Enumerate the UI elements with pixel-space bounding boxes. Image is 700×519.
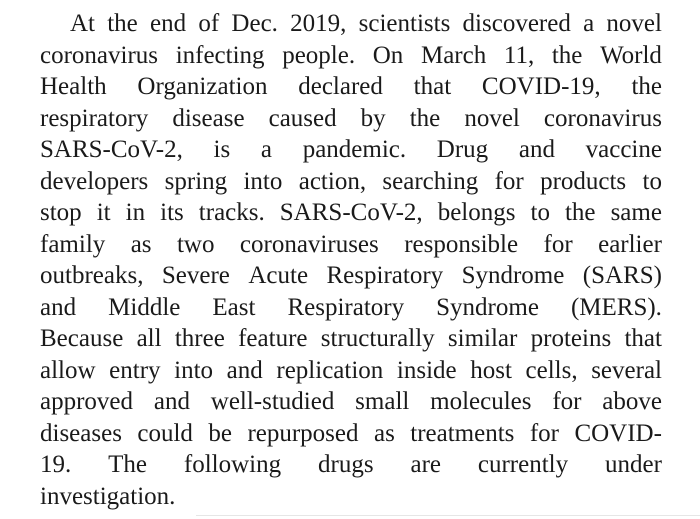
word: The — [108, 451, 148, 478]
word: SARS-CoV-2, — [279, 199, 423, 226]
word: scientists — [358, 10, 451, 37]
word: COVID- — [574, 419, 662, 447]
word: the — [551, 41, 583, 69]
word: following — [183, 451, 282, 478]
word: structurally — [320, 325, 435, 352]
word: infecting — [175, 41, 265, 69]
word: action, — [298, 167, 367, 195]
word: people. — [282, 41, 356, 69]
word: Respiratory — [287, 293, 405, 321]
word: Drug — [436, 136, 489, 163]
word: the — [631, 73, 662, 100]
paragraph-line — [40, 292, 662, 324]
paragraph-line — [40, 260, 662, 292]
word: three — [174, 325, 225, 352]
paragraph-line — [40, 40, 662, 72]
word: disease — [172, 104, 245, 132]
word: Acute — [248, 262, 309, 289]
word: coronavirus — [40, 41, 159, 69]
word: for — [552, 388, 582, 415]
word: well-studied — [210, 388, 335, 415]
word: and — [518, 136, 555, 163]
word: Respiratory — [326, 262, 444, 289]
word: belongs — [437, 199, 516, 226]
word: molecules — [430, 388, 532, 415]
paragraph-line-last: investigation. — [40, 482, 176, 510]
word: allow — [40, 356, 96, 384]
word: small — [355, 388, 410, 415]
word: end — [150, 10, 187, 37]
word: Syndrome — [461, 262, 565, 289]
word: its — [160, 199, 184, 226]
body-paragraph — [40, 8, 662, 512]
paragraph-line — [40, 134, 662, 166]
word: be — [208, 419, 232, 447]
word: family — [40, 230, 106, 258]
word: host — [470, 356, 512, 384]
word: that — [413, 73, 452, 100]
word: diseases — [40, 419, 122, 447]
word: developers — [40, 167, 149, 195]
paragraph-line — [40, 418, 662, 450]
word: responsible — [404, 230, 519, 258]
word: Health — [40, 73, 107, 100]
paragraph-line — [40, 355, 662, 387]
word: searching — [382, 167, 479, 195]
word: inside — [396, 356, 457, 384]
word: to — [530, 199, 550, 226]
word: repurposed — [247, 419, 359, 447]
paragraph-line — [40, 8, 662, 40]
word: coronavirus — [543, 104, 662, 132]
word: products — [540, 167, 627, 195]
word: On — [372, 41, 404, 69]
word: could — [137, 419, 193, 447]
word: (MERS). — [570, 293, 662, 321]
word: caused — [268, 104, 337, 132]
word: of — [198, 10, 220, 37]
paragraph-line — [40, 71, 662, 103]
word: and — [40, 293, 77, 321]
word: as — [130, 230, 152, 258]
word: Organization — [137, 73, 268, 100]
word: and — [226, 356, 263, 384]
word: the — [564, 199, 596, 226]
word: two — [176, 230, 215, 258]
word: At — [70, 10, 95, 37]
word: Dec. — [231, 10, 278, 37]
word: a — [583, 10, 595, 37]
paragraph-line — [40, 166, 662, 198]
paragraph-line — [40, 197, 662, 229]
word: respiratory — [40, 104, 149, 132]
word: March — [420, 41, 487, 69]
word: vaccine — [585, 136, 662, 163]
word: for — [529, 419, 559, 447]
page-bottom-divider — [196, 515, 700, 516]
word: for — [543, 230, 573, 258]
word: SARS-CoV-2, — [40, 136, 183, 163]
word: outbreaks, — [40, 262, 144, 289]
paragraph-line — [40, 386, 662, 418]
word: for — [494, 167, 524, 195]
word: currently — [477, 451, 569, 478]
word: drugs — [318, 451, 374, 478]
word: pandemic. — [302, 136, 407, 163]
word: same — [610, 199, 662, 226]
word: into — [243, 167, 283, 195]
word: to — [642, 167, 662, 195]
word: feature — [238, 325, 308, 352]
word: treatments — [410, 419, 515, 447]
word: above — [602, 388, 662, 415]
paragraph-line — [40, 449, 662, 481]
word: are — [410, 451, 441, 478]
word: 11, — [503, 41, 535, 69]
word: novel — [606, 10, 662, 37]
word: tracks. — [198, 199, 265, 226]
word: stop — [40, 199, 82, 226]
paragraph-line — [40, 323, 662, 355]
word: is — [213, 136, 231, 163]
word: coronaviruses — [239, 230, 379, 258]
paragraph-line — [40, 229, 662, 261]
word: Because — [40, 325, 124, 352]
word: 2019, — [290, 10, 347, 37]
word: Middle — [108, 293, 181, 321]
word: the — [107, 10, 138, 37]
word: by — [360, 104, 386, 132]
word: novel — [464, 104, 520, 132]
word: spring — [164, 167, 228, 195]
word: under — [605, 451, 662, 478]
word: that — [624, 325, 662, 352]
word: World — [600, 41, 662, 69]
word: (SARS) — [582, 262, 662, 289]
word: similar — [447, 325, 518, 352]
word: entry — [109, 356, 161, 384]
word: in — [125, 199, 146, 226]
word: replication — [276, 356, 384, 384]
word: all — [136, 325, 162, 352]
word: as — [373, 419, 395, 447]
word: several — [591, 356, 662, 384]
word: discovered — [462, 10, 571, 37]
word: a — [260, 136, 273, 163]
word: earlier — [598, 230, 662, 258]
paragraph-line — [40, 103, 662, 135]
word: Severe — [161, 262, 230, 289]
word: and — [153, 388, 190, 415]
word: approved — [40, 388, 134, 415]
word: into — [174, 356, 214, 384]
word: it — [96, 199, 111, 226]
word: 19. — [40, 451, 72, 478]
word: proteins — [530, 325, 612, 352]
word: cells, — [525, 356, 578, 384]
word: Syndrome — [436, 293, 539, 321]
word: declared — [298, 73, 383, 100]
word: COVID-19, — [481, 73, 601, 100]
word: East — [212, 293, 256, 321]
word: the — [409, 104, 441, 132]
